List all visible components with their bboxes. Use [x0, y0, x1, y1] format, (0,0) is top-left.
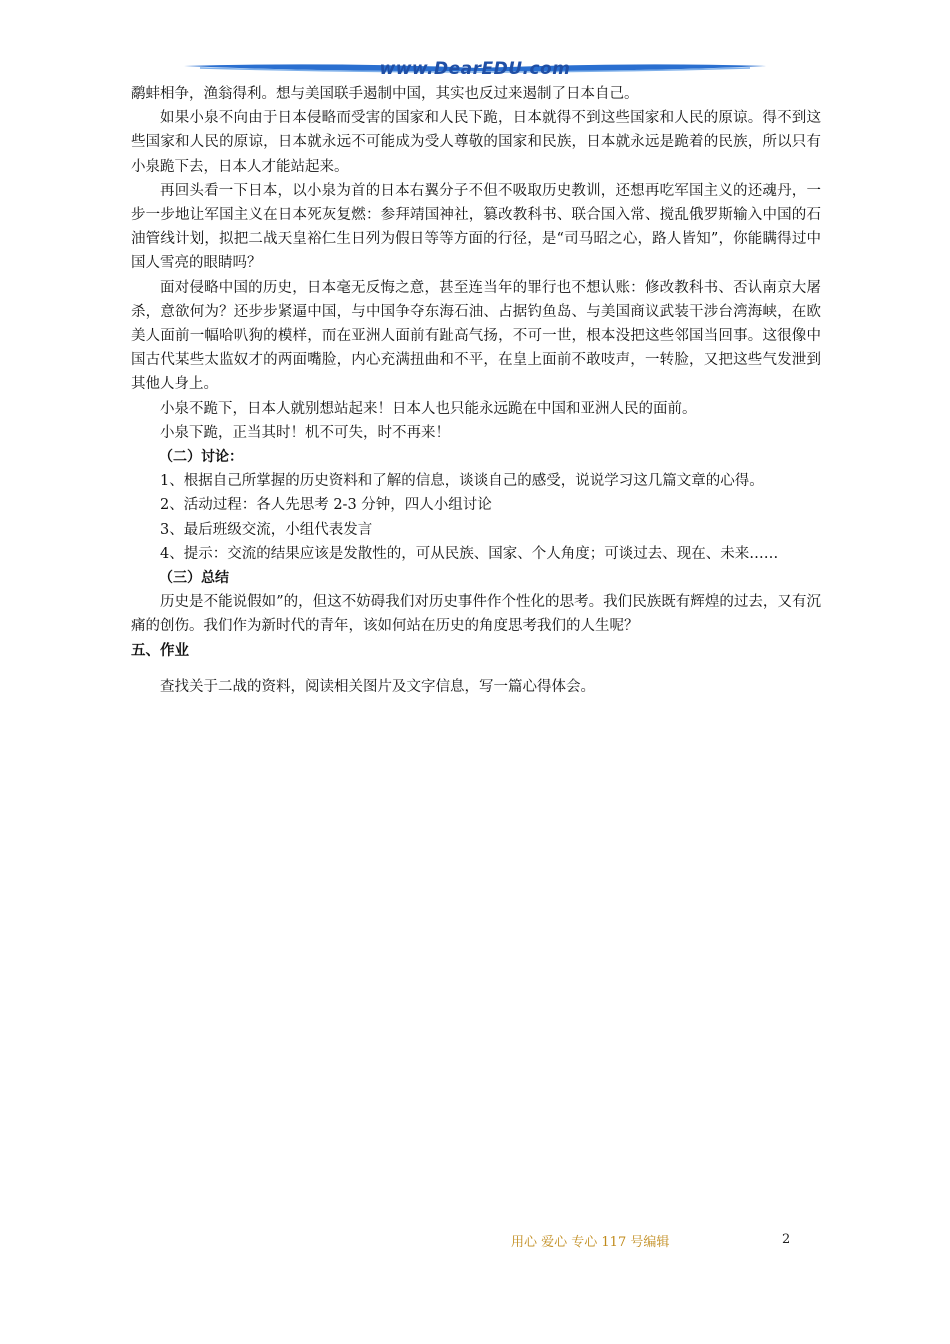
- paragraph: 小泉下跪，正当其时！机不可失，时不再来！: [160, 424, 450, 441]
- summary-heading: （三）总结: [159, 570, 229, 587]
- homework-heading: 五、作业: [131, 642, 189, 659]
- homework-paragraph: 查找关于二战的资料，阅读相关图片及文字信息，写一篇心得体会。: [160, 678, 595, 695]
- paragraph: 如果小泉不向由于日本侵略而受害的国家和人民下跪，日本就得不到这些国家和人民的原谅。得不到这些国家和人民的原谅，日本就永远不可能成为受人尊敬的国家和民族，日本就永远是跪着的民族，所以只有小泉跪下去，日本人才能站起来。: [131, 110, 821, 175]
- discussion-item: 4、提示：交流的结果应该是发散性的，可从民族、国家、个人角度；可谈过去、现在、未来……: [160, 545, 779, 562]
- paragraph: 小泉不跪下，日本人就别想站起来！日本人也只能永远跪在中国和亚洲人民的面前。: [160, 400, 697, 417]
- summary-paragraph: 历史是不能说假如”的，但这不妨碍我们对历史事件作个性化的思考。我们民族既有辉煌的过去，又有沉痛的创伤。我们作为新时代的青年，该如何站在历史的角度思考我们的人生呢？: [131, 594, 821, 635]
- discussion-item: 2、活动过程：各人先思考 2-3 分钟，四人小组讨论: [160, 497, 492, 514]
- document-body: [131, 82, 821, 699]
- discussion-item: 3、最后班级交流，小组代表发言: [160, 521, 373, 538]
- discussion-heading: （二）讨论：: [159, 449, 243, 466]
- paragraph: 再回头看一下日本，以小泉为首的日本右翼分子不但不吸取历史教训，还想再吃军国主义的还魂丹，一步一步地让军国主义在日本死灰复燃：参拜靖国神社，篡改教科书、联合国入常、搅乱俄罗斯输入中国的石油管线计划，拟把二战天皇裕仁生日列为假日等等方面的行径，是“司马昭之心，路人皆知”，你能瞒得过中国人雪亮的眼睛吗？: [131, 182, 821, 272]
- discussion-item: 1、根据自己所掌握的历史资料和了解的信息，谈谈自己的感受，说说学习这几篇文章的心得。: [160, 473, 764, 490]
- page-number: 2: [782, 1232, 791, 1247]
- footer-slogan: 用心 爱心 专心 117 号编辑: [511, 1235, 670, 1250]
- site-header-banner: [180, 58, 770, 84]
- paragraph: 鹬蚌相争，渔翁得利。想与美国联手遏制中国，其实也反过来遏制了日本自己。: [131, 86, 639, 102]
- paragraph: 面对侵略中国的历史，日本毫无反悔之意，甚至连当年的罪行也不想认账：修改教科书、否认南京大屠杀，意欲何为？还步步紧逼中国，与中国争夺东海石油、占据钓鱼岛、与美国商议武装干涉台湾海峡，在欧美人面前一幅哈叭狗的模样，而在亚洲人面前有趾高气扬，不可一世，根本没把这些邻国当回事。这很像中国古代某些太监奴才的两面嘴脸，内心充满扭曲和不平，在皇上面前不敢吱声，一转脸，又把这些气发泄到其他人身上。: [131, 279, 821, 393]
- site-url: www.DearEDU.com: [379, 59, 571, 79]
